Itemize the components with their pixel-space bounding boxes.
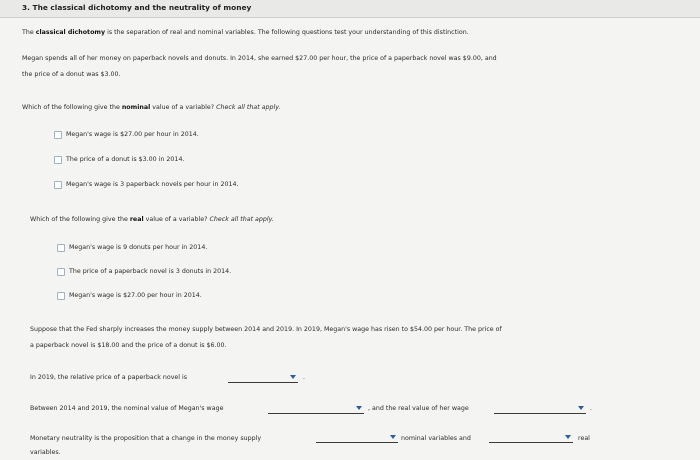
scenario2-line-2: a paperback novel is $18.00 and the price of a donut is $6.00.: [30, 342, 227, 349]
checkbox[interactable]: [54, 156, 62, 164]
real-wage-dropdown[interactable]: [494, 405, 586, 414]
checkbox[interactable]: [57, 292, 65, 300]
real-wage-prompt: , and the real value of her wage: [368, 405, 469, 412]
chevron-down-icon: [565, 435, 571, 439]
relative-price-prompt: In 2019, the relative price of a paperback novel is: [30, 374, 188, 381]
neutrality-real-dropdown[interactable]: [489, 434, 573, 443]
nominal-wage-dropdown[interactable]: [268, 405, 364, 414]
question-nominal-prompt: Which of the following give the nominal value of a variable? Check all that apply.: [22, 104, 281, 111]
chevron-down-icon: [578, 406, 584, 410]
question-title: 3. The classical dichotomy and the neutrality of money: [22, 3, 252, 12]
chevron-down-icon: [390, 435, 396, 439]
intro-text: The classical dichotomy is the separation of real and nominal variables. The following questions test your understanding of this distinction.: [22, 29, 469, 36]
nominal-wage-prompt: Between 2014 and 2019, the nominal value of Megan's wage: [30, 405, 224, 412]
neutrality-prompt: Monetary neutrality is the proposition that a change in the money supply: [30, 435, 262, 442]
neutrality-line-2: variables.: [30, 449, 61, 456]
scenario-line-1: Megan spends all of her money on paperback novels and donuts. In 2014, she earned $27.00 per hour, the price of a paperback novel was $9.00, and: [22, 55, 497, 62]
neutrality-mid-text: nominal variables and: [401, 435, 471, 442]
neutrality-post-text: real: [578, 435, 590, 442]
checkbox[interactable]: [54, 131, 62, 139]
intro-term: classical dichotomy: [35, 29, 106, 36]
checkbox[interactable]: [57, 244, 65, 252]
scenario-line-2: the price of a donut was $3.00.: [22, 71, 121, 78]
neutrality-nominal-dropdown[interactable]: [316, 434, 398, 443]
question-real-prompt: Which of the following give the real value of a variable? Check all that apply.: [30, 216, 274, 223]
checkbox[interactable]: [54, 181, 62, 189]
relative-price-dropdown[interactable]: [228, 374, 298, 383]
chevron-down-icon: [290, 375, 296, 379]
checkbox[interactable]: [57, 268, 65, 276]
question-header: [0, 0, 700, 18]
chevron-down-icon: [356, 406, 362, 410]
scenario2-line-1: Suppose that the Fed sharply increases the money supply between 2014 and 2019. In 2019, Megan's wage has risen to $54.00 per hour. The price of: [30, 326, 502, 333]
